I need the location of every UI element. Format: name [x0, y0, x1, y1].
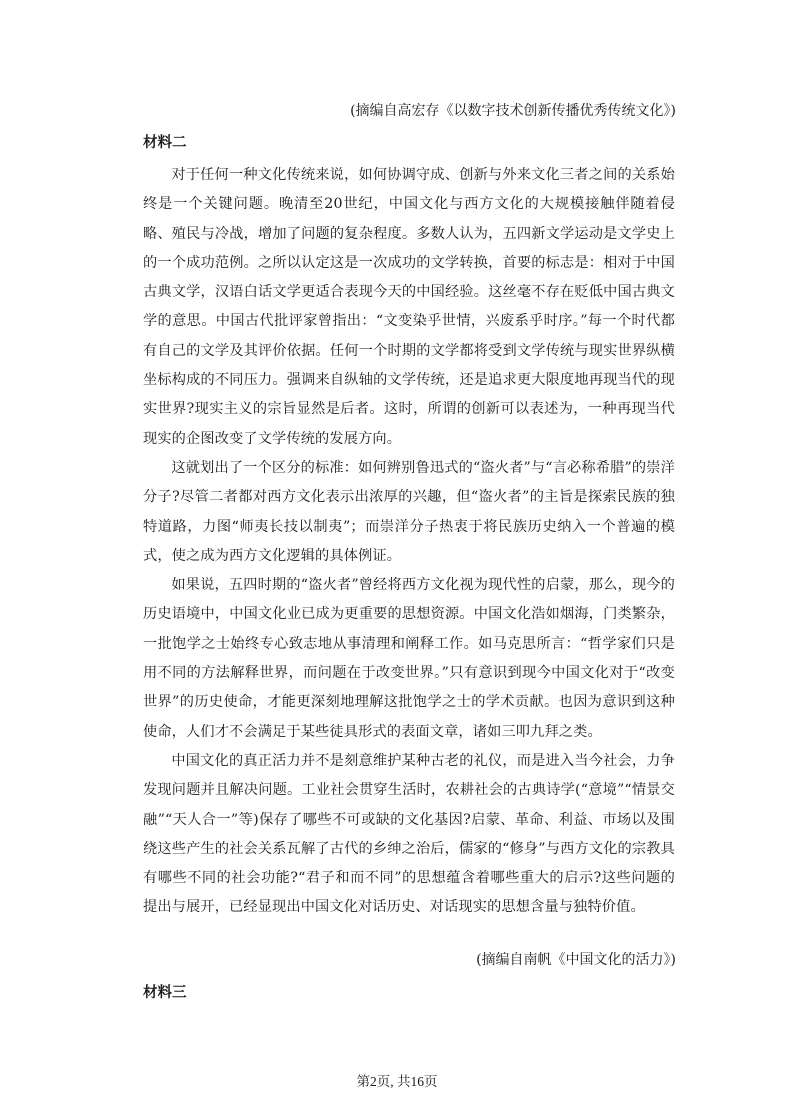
section-heading-material-3: 材料三: [143, 985, 187, 1001]
source-citation-1: (摘编自高宏存《以数字技术创新传播优秀传统文化》): [350, 103, 676, 119]
paragraph-1: 对于任何一种文化传统来说，如何协调守成、创新与外来文化三者之间的关系始终是一个关键问题。晚清至20世纪，中国文化与西方文化的大规模接触伴随着侵略、殖民与冷战，增加了问题的复杂程度。多数人认为，五四新文学运动是文学史上的一个成功范例。之所以认定这是一次成功的文学转换，首要的标志是：相对于中国古典文学，汉语白话文学更适合表现今天的中国经验。这丝毫不存在贬低中国古典文学的意思。中国古代批评家曾指出：“文变染乎世情，兴废系乎时序。”每一个时代都有自己的文学及其评价依据。任何一个时期的文学都将受到文学传统与现实世界纵横坐标构成的不同压力。强调来自纵轴的文学传统，还是追求更大限度地再现当代的现实世界?现实主义的宗旨显然是后者。这时，所谓的创新可以表述为，一种再现当代现实的企图改变了文学传统的发展方向。: [143, 167, 675, 447]
page-number: 第2页, 共16页: [356, 1074, 438, 1089]
section-heading-material-2: 材料二: [143, 135, 187, 151]
body-text: [143, 161, 675, 923]
source-citation-2: (摘编自南帆《中国文化的活力》): [476, 952, 676, 968]
paragraph-2: 这就划出了一个区分的标准：如何辨别鲁迅式的“盗火者”与“言必称希腊”的崇洋分子?尽管二者都对西方文化表示出浓厚的兴趣，但“盗火者”的主旨是探索民族的独特道路，力图“师夷长技以制夷”；而崇洋分子热衷于将民族历史纳入一个普遍的模式，使之成为西方文化逻辑的具体例证。: [143, 459, 675, 564]
paragraph-4: 中国文化的真正活力并不是刻意维护某种古老的礼仪，而是进入当今社会，力争发现问题并且解决问题。工业社会贯穿生活时，农耕社会的古典诗学(“意境”“情景交融”“天人合一”等)保存了哪些不可或缺的文化基因?启蒙、革命、利益、市场以及围绕这些产生的社会关系瓦解了古代的乡绅之治后，儒家的“修身”与西方文化的宗教具有哪些不同的社会功能?“君子和而不同”的思想蕴含着哪些重大的启示?这些问题的提出与展开，已经显现出中国文化对话历史、对话现实的思想含量与独特价值。: [143, 752, 675, 916]
paragraph-3: 如果说，五四时期的“盗火者”曾经将西方文化视为现代性的启蒙，那么，现今的历史语境中，中国文化业已成为更重要的思想资源。中国文化浩如烟海，门类繁杂，一批饱学之士始终专心致志地从事清理和阐释工作。如马克思所言：“哲学家们只是用不同的方法解释世界，而问题在于改变世界。”只有意识到现今中国文化对于“改变世界”的历史使命，才能更深刻地理解这批饱学之士的学术贡献。也因为意识到这种使命，人们才不会满足于某些徒具形式的表面文章，诸如三叩九拜之类。: [143, 577, 675, 740]
